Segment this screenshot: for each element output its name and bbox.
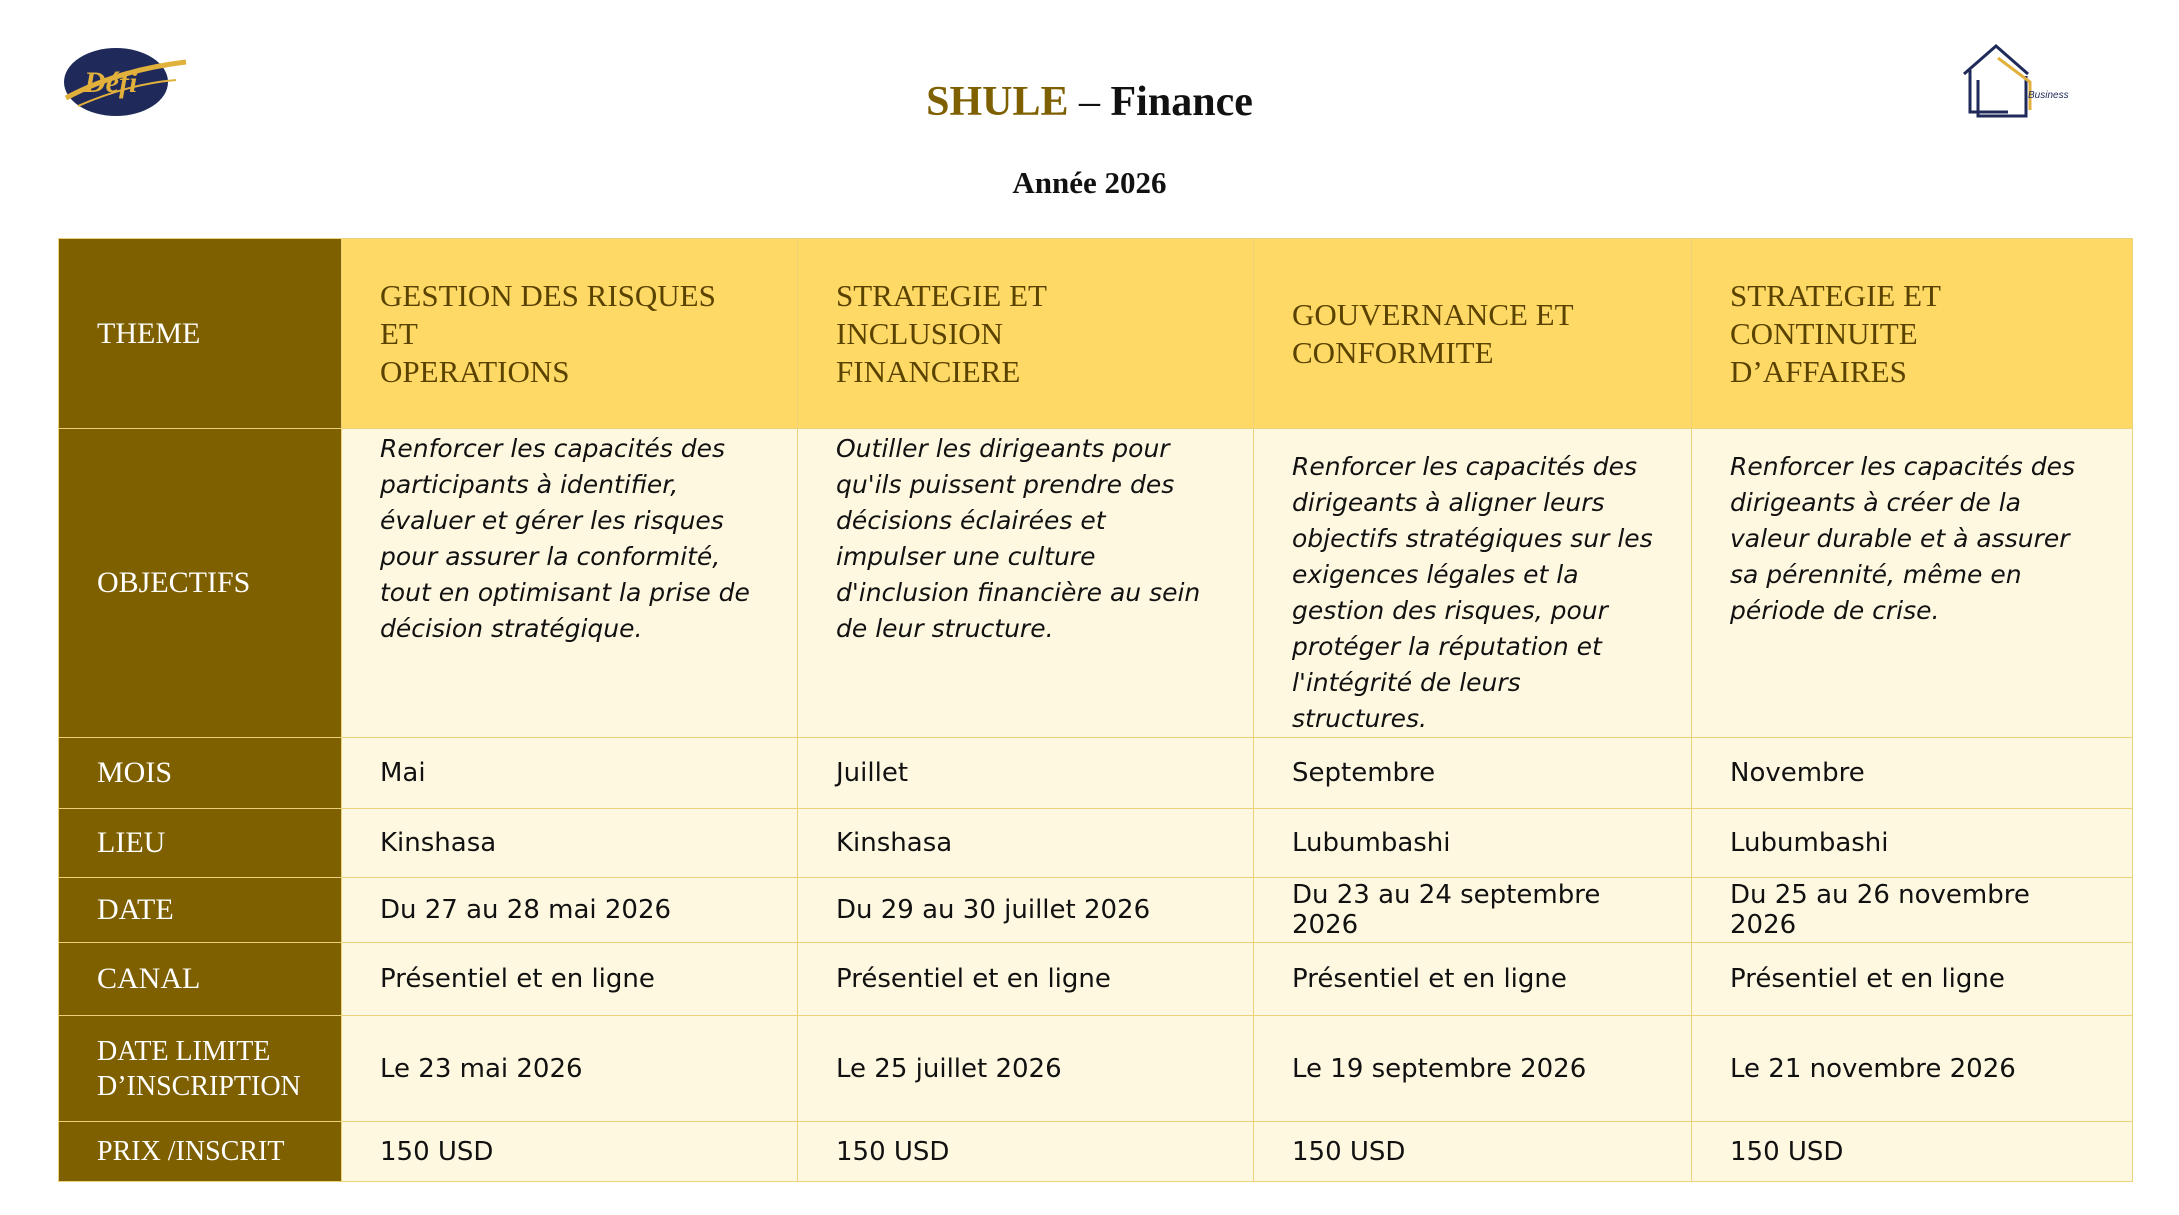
title-rest: Finance [1110,79,1253,125]
theme-line: CONTINUITE D’AFFAIRES [1730,315,1918,389]
row-label-line: DATE LIMITE [97,1035,271,1067]
objectifs-cell-1 [342,429,798,738]
defi-logo-text: Défi [84,66,138,99]
objectifs-text: Renforcer les capacités des dirigeants à aligner leurs objectifs stratégiques sur les exigences légales et la gestion des risques, pour protéger la réputation et l'intégrité de leurs structures. [1292,452,1653,733]
theme-line: FINANCIERE [836,353,1021,389]
date-cell: Du 27 au 28 mai 2026 [342,878,798,943]
objectifs-cell-3 [1254,429,1692,738]
objectifs-text: Renforcer les capacités des participants à identifier, évaluer et gérer les risques pour assurer la conformité, tout en optimisant la prise de décision stratégique. [380,434,750,643]
date-cell: Du 25 au 26 novembre 2026 [1692,878,2133,943]
canal-cell: Présentiel et en ligne [798,943,1254,1016]
date-limite-cell: Le 21 novembre 2026 [1692,1016,2133,1122]
table-row-prix [59,1122,2133,1182]
prix-cell: 150 USD [1254,1122,1692,1182]
canal-cell: Présentiel et en ligne [342,943,798,1016]
prix-cell: 150 USD [798,1122,1254,1182]
row-label-date-limite [59,1016,342,1122]
prix-cell: 150 USD [342,1122,798,1182]
theme-cell-1 [342,239,798,429]
theme-cell-2 [798,239,1254,429]
theme-line: STRATEGIE ET [1730,277,1941,313]
lieu-cell: Kinshasa [342,809,798,878]
table-row-theme [59,239,2133,429]
row-label-date: DATE [59,878,342,943]
objectifs-text: Outiller les dirigeants pour qu'ils puissent prendre des décisions éclairées et impulser une culture d'inclusion financière au sein de leur structure. [836,434,1201,643]
title-brand: SHULE [926,79,1069,125]
canal-cell: Présentiel et en ligne [1254,943,1692,1016]
mois-cell: Novembre [1692,738,2133,809]
theme-line: CONFORMITE [1292,334,1494,370]
mois-cell: Juillet [798,738,1254,809]
page-title [0,78,2179,126]
theme-cell-3 [1254,239,1692,429]
page-subtitle: Année 2026 [1012,165,1167,200]
row-label-mois: MOIS [59,738,342,809]
date-cell: Du 29 au 30 juillet 2026 [798,878,1254,943]
row-label-canal: CANAL [59,943,342,1016]
date-cell: Du 23 au 24 septembre 2026 [1254,878,1692,943]
table-row-date [59,878,2133,943]
lieu-cell: Lubumbashi [1692,809,2133,878]
mois-cell: Mai [342,738,798,809]
title-dash: – [1068,79,1111,125]
lieu-cell: Kinshasa [798,809,1254,878]
table-row-canal [59,943,2133,1016]
table-row-date-limite [59,1016,2133,1122]
business-logo-text: Business [2028,90,2069,101]
row-label-prix: PRIX /INSCRIT [59,1122,342,1182]
program-table [58,238,2133,1182]
theme-line: GOUVERNANCE ET [1292,296,1574,332]
row-label-lieu: LIEU [59,809,342,878]
canal-cell: Présentiel et en ligne [1692,943,2133,1016]
prix-cell: 150 USD [1692,1122,2133,1182]
lieu-cell: Lubumbashi [1254,809,1692,878]
date-limite-cell: Le 23 mai 2026 [342,1016,798,1122]
objectifs-cell-2 [798,429,1254,738]
theme-line: GESTION DES RISQUES ET [380,277,716,351]
row-label-theme: THEME [59,239,342,429]
objectifs-cell-4 [1692,429,2133,738]
theme-cell-4 [1692,239,2133,429]
row-label-objectifs: OBJECTIFS [59,429,342,738]
table-row-objectifs [59,429,2133,738]
date-limite-cell: Le 25 juillet 2026 [798,1016,1254,1122]
theme-line: STRATEGIE ET INCLUSION [836,277,1047,351]
objectifs-text: Renforcer les capacités des dirigeants à créer de la valeur durable et à assurer sa pérennité, même en période de crise. [1730,452,2075,625]
mois-cell: Septembre [1254,738,1692,809]
date-limite-cell: Le 19 septembre 2026 [1254,1016,1692,1122]
row-label-line: D’INSCRIPTION [97,1070,301,1102]
table-row-lieu [59,809,2133,878]
theme-line: OPERATIONS [380,353,570,389]
table-row-mois [59,738,2133,809]
